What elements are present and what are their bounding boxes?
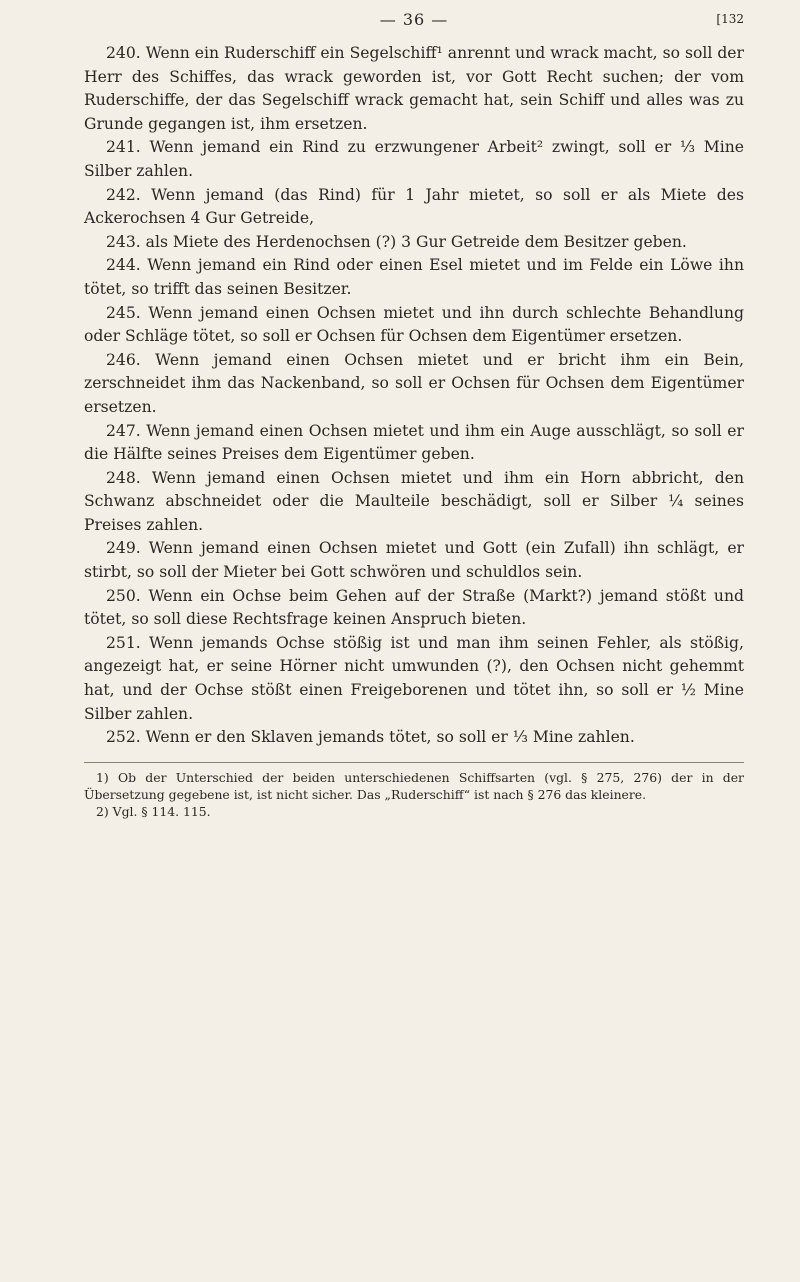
paragraph-250: 250. Wenn ein Ochse beim Gehen auf der Straße (Markt?) jemand stößt und tötet, so soll diese Rechtsfrage keinen Anspruch bieten. — [84, 586, 744, 629]
footnote-2: 2) Vgl. § 114. 115. — [96, 803, 211, 819]
footnote-1: 1) Ob der Unterschied der beiden unterschiedenen Schiffsarten (vgl. § 275, 276) der in der Übersetzung gegebene ist, ist nicht sicher. Das „Ruderschiff“ ist nach § 276 das kleinere. — [84, 769, 744, 802]
original-page-marker: [132 — [716, 12, 744, 26]
paragraph-246: 246. Wenn jemand einen Ochsen mietet und er bricht ihm ein Bein, zerschneidet ihm das Nackenband, so soll er Ochsen für Ochsen dem Eigentümer ersetzen. — [84, 350, 744, 416]
page-header — [84, 10, 744, 36]
paragraph-244: 244. Wenn jemand ein Rind oder einen Esel mietet und im Felde ein Löwe ihn tötet, so trifft das seinen Besitzer. — [84, 256, 744, 298]
paragraph-252: 252. Wenn er den Sklaven jemands tötet, so soll er ⅓ Mine zahlen. — [106, 728, 635, 747]
paragraph-240: 240. Wenn ein Ruderschiff ein Segelschiff¹ anrennt und wrack macht, so soll der Herr des Schiffes, das wrack geworden ist, vor Gott Recht suchen; der vom Ruderschiffe, der das Segelschiff wrack gemacht hat, sein Schiff und alles was zu Grunde gegangen ist, ihm ersetzen. — [84, 44, 744, 133]
paragraph-243: 243. als Miete des Herdenochsen (?) 3 Gur Getreide dem Besitzer geben. — [106, 232, 687, 251]
paragraph-251: 251. Wenn jemands Ochse stößig ist und man ihm seinen Fehler, als stößig, angezeigt hat, er seine Hörner nicht umwunden (?), den Ochsen nicht gehemmt hat, und der Ochse stößt einen Freigeborenen und tötet ihn, so soll er ½ Mine Silber zahlen. — [84, 633, 744, 723]
main-text — [84, 42, 744, 750]
paragraph-241: 241. Wenn jemand ein Rind zu erzwungener Arbeit² zwingt, soll er ⅓ Mine Silber zahlen. — [84, 138, 744, 180]
paragraph-245: 245. Wenn jemand einen Ochsen mietet und ihn durch schlechte Behandlung oder Schläge tötet, so soll er Ochsen für Ochsen dem Eigentümer ersetzen. — [84, 303, 744, 346]
page-number: — 36 — — [379, 10, 449, 29]
paragraph-249: 249. Wenn jemand einen Ochsen mietet und Gott (ein Zufall) ihn schlägt, er stirbt, so soll der Mieter bei Gott schwören und schuldlos sein. — [84, 539, 744, 582]
paragraph-247: 247. Wenn jemand einen Ochsen mietet und ihm ein Auge ausschlägt, so soll er die Hälfte seines Preises dem Eigentümer geben. — [84, 421, 744, 464]
footnotes — [84, 762, 744, 820]
paragraph-248: 248. Wenn jemand einen Ochsen mietet und ihm ein Horn abbricht, den Schwanz abschneidet oder die Maulteile beschädigt, soll er Silber ¼ seines Preises zahlen. — [84, 468, 744, 534]
paragraph-242: 242. Wenn jemand (das Rind) für 1 Jahr mietet, so soll er als Miete des Ackerochsen 4 Gur Getreide, — [84, 185, 744, 228]
